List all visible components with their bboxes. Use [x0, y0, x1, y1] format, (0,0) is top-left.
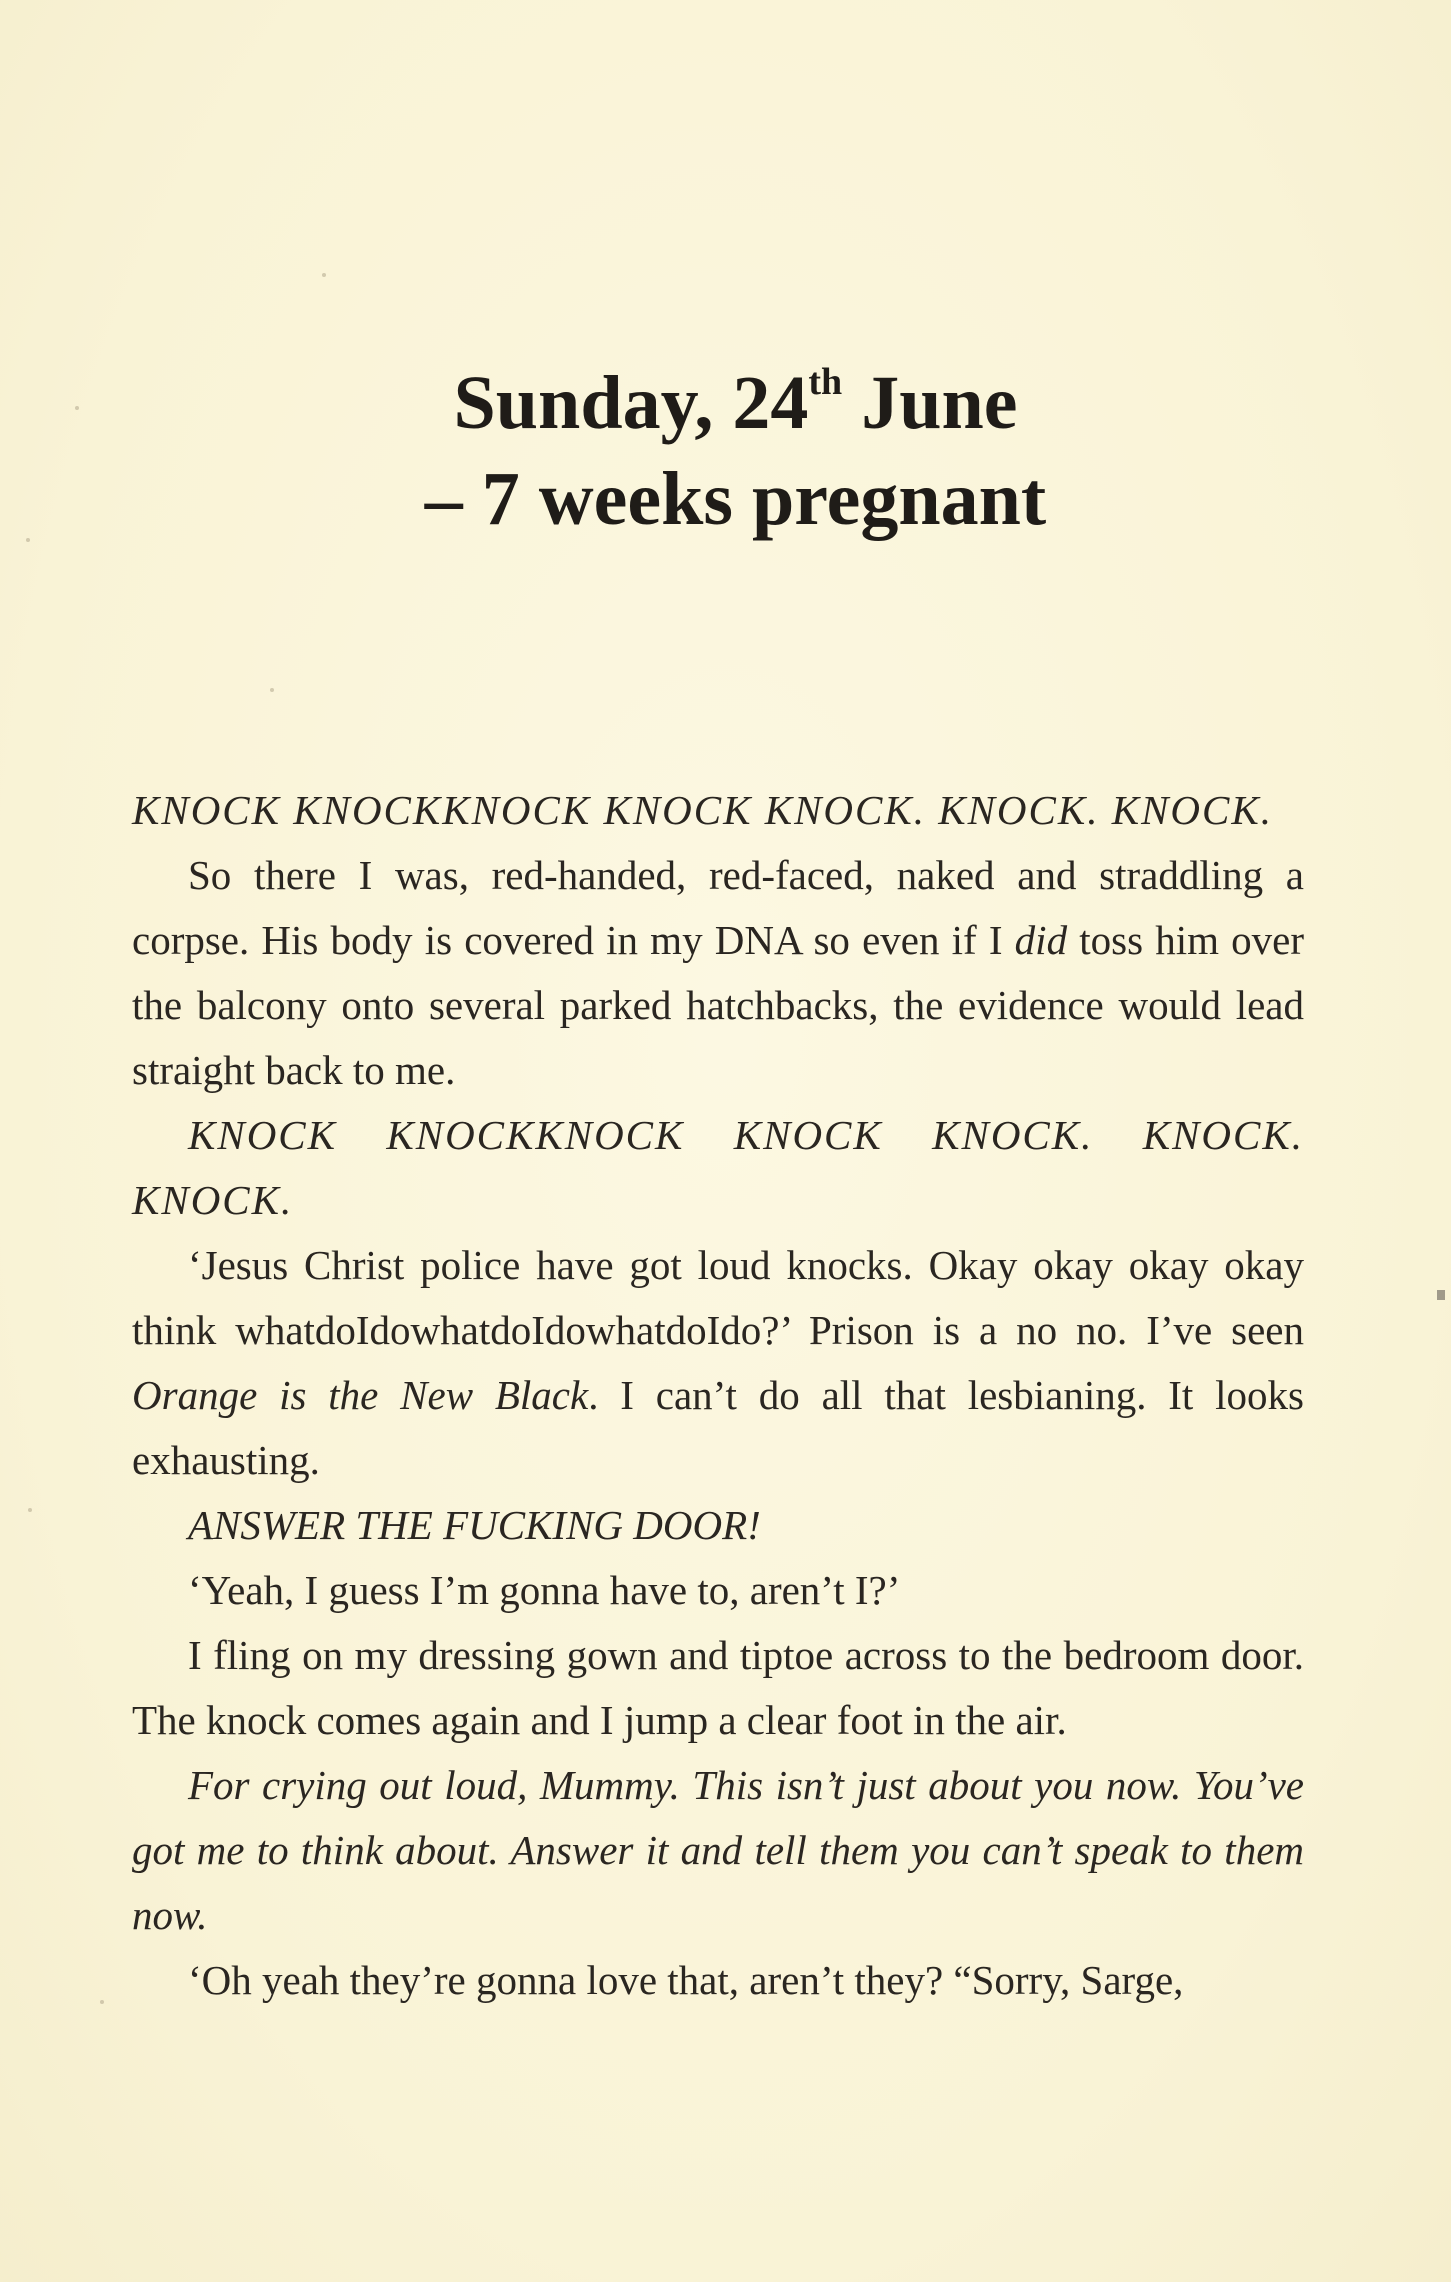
- paper-speck: [28, 1508, 32, 1512]
- chapter-month: June: [842, 361, 1018, 445]
- paragraph-knock-2: KNOCK KNOCKKNOCK KNOCK KNOCK. KNOCK. KNOCK.: [132, 1112, 1304, 1223]
- paragraph-text: ‘Jesus Christ police have got loud knocks. Okay okay okay okay think whatdoIdowhatdoIdowhatdoIdo?’ Prison is a no no. I’ve seen: [132, 1242, 1304, 1353]
- paragraph-text: So there I was, red-handed, red-faced, naked and straddling a corpse. His body is covered in my DNA so even if I: [132, 852, 1304, 963]
- chapter-date: [0, 355, 1451, 451]
- emphasis-did: did: [1014, 917, 1068, 963]
- page-edge-mark: [1437, 1290, 1445, 1300]
- paragraph-reply: ‘Yeah, I guess I’m gonna have to, aren’t I?’: [188, 1567, 901, 1613]
- paragraph-knock-1: KNOCK KNOCKKNOCK KNOCK KNOCK. KNOCK. KNOCK.: [132, 787, 1273, 833]
- paragraph-sarge: ‘Oh yeah they’re gonna love that, aren’t they? “Sorry, Sarge,: [188, 1957, 1184, 2003]
- paragraph-text: . I can’t do all that lesbianing. It looks exhausting.: [132, 1372, 1304, 1483]
- paper-speck: [100, 2000, 104, 2004]
- paragraph-police: [132, 1233, 1304, 1493]
- paragraph-text: toss him over the balcony onto several parked hatchbacks, the evidence would lead straight back to me.: [132, 917, 1305, 1093]
- paragraph-answer-door: ANSWER THE FUCKING DOOR!: [188, 1502, 761, 1548]
- paper-speck: [270, 688, 274, 692]
- paragraph-dressing-gown: I fling on my dressing gown and tiptoe across to the bedroom door. The knock comes again and I jump a clear foot in the air.: [132, 1632, 1304, 1743]
- chapter-ordinal: th: [808, 361, 843, 403]
- chapter-subtitle: – 7 weeks pregnant: [424, 457, 1047, 541]
- body-text: [132, 778, 1304, 2013]
- emphasis-show-title: Orange is the New Black: [132, 1372, 589, 1418]
- chapter-heading: [0, 355, 1451, 547]
- paper-speck: [322, 273, 326, 277]
- paper-speck: [26, 538, 30, 542]
- paper-speck: [75, 406, 79, 410]
- chapter-day: Sunday, 24: [453, 361, 809, 445]
- paragraph-baby-voice: For crying out loud, Mummy. This isn’t just about you now. You’ve got me to think about. Answer it and tell them you can’t speak to them now.: [132, 1762, 1304, 1938]
- paragraph-corpse: [132, 843, 1304, 1103]
